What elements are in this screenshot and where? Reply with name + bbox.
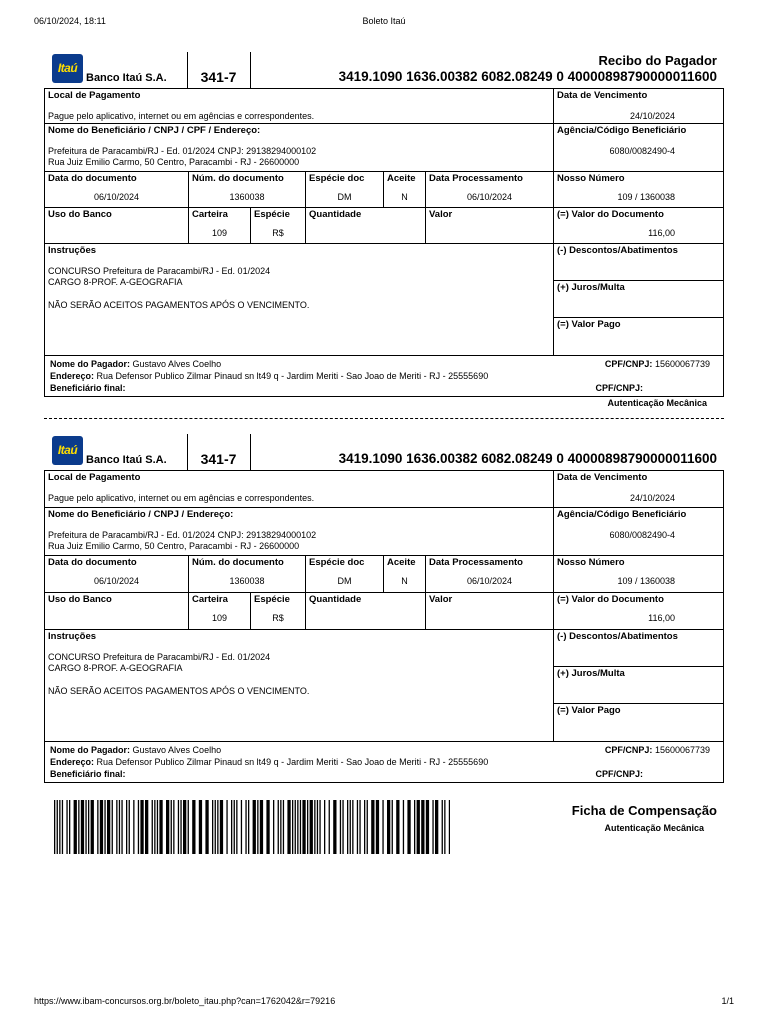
instrucoes-line2: CARGO 8-PROF. A-GEOGRAFIA <box>48 663 183 673</box>
header-divider <box>250 434 251 470</box>
agencia-label: Agência/Código Beneficiário <box>557 509 687 520</box>
valor-documento: 116,00 <box>648 613 675 623</box>
barcode-bar <box>300 800 301 854</box>
digitable-line: 3419.1090 1636.00382 6082.08249 0 40000898790000011600 <box>338 451 717 466</box>
especie-doc-label: Espécie doc <box>309 173 365 184</box>
nosso-numero: 109 / 1360038 <box>617 192 675 202</box>
barcode-bar <box>217 800 218 854</box>
barcode-bar <box>215 800 216 854</box>
beneficiario-final-label: Beneficiário final: <box>50 769 126 779</box>
barcode-bar <box>421 800 424 854</box>
pagador-name: Gustavo Alves Coelho <box>132 745 222 755</box>
barcode-bar <box>292 800 293 854</box>
beneficiario-line2: Rua Juiz Emilio Carmo, 50 Centro, Paracambi - RJ - 26600000 <box>48 157 300 167</box>
barcode-bar <box>403 800 404 854</box>
data-processamento: 06/10/2024 <box>466 576 513 586</box>
quantidade-label: Quantidade <box>309 594 362 605</box>
carteira-label: Carteira <box>192 209 228 220</box>
num-documento: 1360038 <box>229 576 265 586</box>
slip-header <box>44 434 724 470</box>
vencimento-label: Data de Vencimento <box>557 472 648 483</box>
barcode-bar <box>283 800 284 854</box>
itau-logo: Itaú <box>52 54 83 83</box>
barcode-bar <box>69 800 70 854</box>
instrucoes-line3: NÃO SERÃO ACEITOS PAGAMENTOS APÓS O VENCIMENTO. <box>48 686 310 696</box>
barcode-bar <box>119 800 120 854</box>
barcode-bar <box>234 800 235 854</box>
bank-name: Banco Itaú S.A. <box>86 72 167 84</box>
pagador-name: Gustavo Alves Coelho <box>132 359 222 369</box>
barcode-bar <box>133 800 134 854</box>
barcode-bar <box>435 800 438 854</box>
cpf2-label: CPF/CNPJ: <box>595 383 643 393</box>
barcode-bar <box>432 800 433 854</box>
barcode-bar <box>138 800 139 854</box>
uso-banco-label: Uso do Banco <box>48 594 112 605</box>
barcode-bar <box>241 800 242 854</box>
barcode-bar <box>112 800 113 854</box>
barcode-bar <box>145 800 148 854</box>
barcode-bar <box>126 800 127 854</box>
row-carteira <box>45 208 723 244</box>
barcode-bar <box>319 800 320 854</box>
barcode-bar <box>364 800 365 854</box>
endereco-value: Rua Defensor Publico Zilmar Pinaud sn lt49 q - Jardim Meriti - Sao Joao de Meriti - RJ - 25555690 <box>96 371 489 381</box>
barcode-bar <box>382 800 383 854</box>
barcode-bar <box>220 800 223 854</box>
instrucoes-line2: CARGO 8-PROF. A-GEOGRAFIA <box>48 277 183 287</box>
carteira-label: Carteira <box>192 594 228 605</box>
itau-logo: Itaú <box>52 436 83 465</box>
barcode-bar <box>74 800 77 854</box>
vencimento: 24/10/2024 <box>629 111 675 121</box>
print-header <box>34 16 734 30</box>
num-documento-label: Núm. do documento <box>192 173 284 184</box>
barcode-bar <box>257 800 258 854</box>
aceite: N <box>401 192 408 202</box>
bank-code: 341-7 <box>200 69 237 85</box>
instrucoes-line3: NÃO SERÃO ACEITOS PAGAMENTOS APÓS O VENCIMENTO. <box>48 300 310 310</box>
barcode-bar <box>91 800 94 854</box>
local-pagamento: Pague pelo aplicativo, internet ou em agências e correspondentes. <box>48 111 315 121</box>
valor-pago-label: (=) Valor Pago <box>557 319 621 330</box>
uso-banco-label: Uso do Banco <box>48 209 112 220</box>
barcode-bar <box>266 800 269 854</box>
agencia-codigo: 6080/0082490-4 <box>609 146 675 156</box>
print-footer <box>34 996 734 1010</box>
row-local-pagamento <box>45 89 723 124</box>
barcode-bar <box>310 800 313 854</box>
data-processamento-label: Data Processamento <box>429 557 523 568</box>
endereco-label: Endereço: <box>50 757 95 767</box>
data-documento: 06/10/2024 <box>93 192 140 202</box>
barcode-bar <box>333 800 336 854</box>
cpf-label: CPF/CNPJ: <box>604 745 653 755</box>
boleto-grid <box>44 470 724 742</box>
barcode-bar <box>417 800 420 854</box>
digitable-line: 3419.1090 1636.00382 6082.08249 0 40000898790000011600 <box>338 69 717 84</box>
barcode-bar <box>297 800 298 854</box>
aceite-label: Aceite <box>387 557 416 568</box>
nosso-numero-label: Nosso Número <box>557 557 625 568</box>
quantidade-label: Quantidade <box>309 209 362 220</box>
barcode-bar <box>307 800 308 854</box>
nosso-numero: 109 / 1360038 <box>617 576 675 586</box>
barcode-bar <box>212 800 213 854</box>
barcode-bar <box>260 800 263 854</box>
vencimento: 24/10/2024 <box>629 493 675 503</box>
valor-label: Valor <box>429 594 453 605</box>
barcode-bar <box>107 800 110 854</box>
barcode-bar <box>396 800 399 854</box>
row-documento <box>45 556 723 593</box>
barcode-bar <box>57 800 58 854</box>
barcode-bar <box>152 800 153 854</box>
barcode-bar <box>287 800 290 854</box>
cpf-value: 15600067739 <box>654 359 710 369</box>
barcode-bar <box>278 800 279 854</box>
valor-pago-label: (=) Valor Pago <box>557 705 621 716</box>
row-carteira <box>45 593 723 630</box>
especie-label: Espécie <box>254 209 290 220</box>
barcode-bar <box>352 800 353 854</box>
especie-doc: DM <box>337 192 352 202</box>
bank-code: 341-7 <box>200 451 237 467</box>
barcode <box>54 800 450 854</box>
beneficiario-line1: Prefeitura de Paracambi/RJ - Ed. 01/2024 CNPJ: 29138294000102 <box>48 530 317 540</box>
autenticacao-mecanica: Autenticação Mecânica <box>604 823 704 833</box>
num-documento-label: Núm. do documento <box>192 557 284 568</box>
especie-doc-label: Espécie doc <box>309 557 365 568</box>
barcode-bar <box>231 800 232 854</box>
carteira: 109 <box>211 613 228 623</box>
barcode-bar <box>116 800 117 854</box>
barcode-bar <box>54 800 55 854</box>
data-documento-label: Data do documento <box>48 557 137 568</box>
especie-doc: DM <box>337 576 352 586</box>
local-pagamento: Pague pelo aplicativo, internet ou em agências e correspondentes. <box>48 493 315 503</box>
barcode-bar <box>367 800 368 854</box>
especie: R$ <box>272 228 284 238</box>
aceite: N <box>401 576 408 586</box>
barcode-bar <box>226 800 227 854</box>
row-documento <box>45 172 723 208</box>
row-instrucoes <box>45 630 723 741</box>
receipt-slip <box>44 52 724 408</box>
barcode-bar <box>88 800 89 854</box>
valor-label: Valor <box>429 209 453 220</box>
barcode-bar <box>140 800 143 854</box>
barcode-bar <box>414 800 415 854</box>
barcode-bar <box>192 800 195 854</box>
barcode-bar <box>178 800 179 854</box>
barcode-bar <box>273 800 274 854</box>
barcode-bar <box>154 800 155 854</box>
local-pagamento-label: Local de Pagamento <box>48 472 141 483</box>
endereco-value: Rua Defensor Publico Zilmar Pinaud sn lt49 q - Jardim Meriti - Sao Joao de Meriti - RJ - 25555690 <box>96 757 489 767</box>
cpf2-label: CPF/CNPJ: <box>595 769 643 779</box>
header-divider <box>250 52 251 88</box>
barcode-bar <box>371 800 374 854</box>
barcode-bar <box>302 800 305 854</box>
descontos-label: (-) Descontos/Abatimentos <box>557 631 678 642</box>
beneficiario-label: Nome do Beneficiário / CNPJ / CPF / Endereço: <box>48 125 261 136</box>
juros-label: (+) Juros/Multa <box>557 668 625 679</box>
boleto-grid <box>44 88 724 356</box>
barcode-bar <box>166 800 169 854</box>
barcode-bar <box>426 800 429 854</box>
endereco-label: Endereço: <box>50 371 95 381</box>
barcode-bar <box>81 800 84 854</box>
valor-documento: 116,00 <box>648 228 675 238</box>
instrucoes-label: Instruções <box>48 245 97 256</box>
barcode-bar <box>387 800 390 854</box>
pagador-label: Nome do Pagador: <box>50 359 131 369</box>
barcode-bar <box>392 800 393 854</box>
local-pagamento-label: Local de Pagamento <box>48 90 141 101</box>
pagador-label: Nome do Pagador: <box>50 745 131 755</box>
carteira: 109 <box>211 228 228 238</box>
barcode-bar <box>280 800 281 854</box>
barcode-bar <box>129 800 130 854</box>
vencimento-label: Data de Vencimento <box>557 90 648 101</box>
barcode-bar <box>159 800 162 854</box>
barcode-bar <box>66 800 67 854</box>
barcode-bar <box>248 800 249 854</box>
barcode-bar <box>157 800 158 854</box>
nosso-numero-label: Nosso Número <box>557 173 625 184</box>
data-processamento-label: Data Processamento <box>429 173 523 184</box>
num-documento: 1360038 <box>229 192 265 202</box>
barcode-bar <box>173 800 174 854</box>
valor-documento-label: (=) Valor do Documento <box>557 594 664 605</box>
barcode-bar <box>59 800 60 854</box>
payer-block <box>44 356 724 397</box>
barcode-bar <box>444 800 445 854</box>
barcode-bar <box>188 800 189 854</box>
compensation-slip <box>44 434 724 783</box>
row-beneficiario <box>45 508 723 556</box>
barcode-bar <box>104 800 105 854</box>
barcode-bar <box>317 800 318 854</box>
barcode-bar <box>376 800 379 854</box>
barcode-bar <box>171 800 172 854</box>
agencia-codigo: 6080/0082490-4 <box>609 530 675 540</box>
row-instrucoes <box>45 244 723 355</box>
instrucoes-label: Instruções <box>48 631 97 642</box>
data-processamento: 06/10/2024 <box>466 192 513 202</box>
cpf-value: 15600067739 <box>654 745 710 755</box>
barcode-bar <box>314 800 315 854</box>
slip-tag: Recibo do Pagador <box>598 53 717 68</box>
barcode-bar <box>295 800 296 854</box>
ficha-compensacao-label: Ficha de Compensação <box>571 803 717 818</box>
row-beneficiario <box>45 124 723 172</box>
especie-label: Espécie <box>254 594 290 605</box>
barcode-bar <box>62 800 63 854</box>
beneficiario-final-label: Beneficiário final: <box>50 383 126 393</box>
print-title: Boleto Itaú <box>362 16 406 26</box>
print-datetime: 06/10/2024, 18:11 <box>34 16 106 26</box>
barcode-bar <box>183 800 186 854</box>
data-documento: 06/10/2024 <box>93 576 140 586</box>
print-url: https://www.ibam-concursos.org.br/boleto_itau.php?can=1762042&r=79216 <box>34 996 336 1006</box>
beneficiario-line1: Prefeitura de Paracambi/RJ - Ed. 01/2024 CNPJ: 29138294000102 <box>48 146 317 156</box>
valor-documento-label: (=) Valor do Documento <box>557 209 664 220</box>
barcode-bar <box>85 800 86 854</box>
barcode-bar <box>245 800 246 854</box>
barcode-bar <box>180 800 181 854</box>
data-documento-label: Data do documento <box>48 173 137 184</box>
barcode-bar <box>199 800 202 854</box>
barcode-bar <box>324 800 325 854</box>
descontos-label: (-) Descontos/Abatimentos <box>557 245 678 256</box>
cpf-label: CPF/CNPJ: <box>604 359 653 369</box>
barcode-bar <box>100 800 103 854</box>
agencia-label: Agência/Código Beneficiário <box>557 125 687 136</box>
barcode-bar <box>357 800 358 854</box>
beneficiario-label: Nome do Beneficiário / CNPJ / Endereço: <box>48 509 234 520</box>
barcode-bar <box>347 800 348 854</box>
instrucoes-line1: CONCURSO Prefeitura de Paracambi/RJ - Ed. 01/2024 <box>48 652 271 662</box>
barcode-bar <box>342 800 343 854</box>
especie: R$ <box>272 613 284 623</box>
autenticacao-mecanica: Autenticação Mecânica <box>607 398 707 408</box>
barcode-bar <box>359 800 360 854</box>
barcode-bar <box>442 800 443 854</box>
aceite-label: Aceite <box>387 173 416 184</box>
slip-header <box>44 52 724 88</box>
barcode-bar <box>253 800 256 854</box>
bank-name: Banco Itaú S.A. <box>86 454 167 466</box>
barcode-bar <box>340 800 341 854</box>
barcode-bar <box>121 800 122 854</box>
instrucoes-line1: CONCURSO Prefeitura de Paracambi/RJ - Ed. 01/2024 <box>48 266 271 276</box>
barcode-bar <box>97 800 98 854</box>
barcode-bar <box>449 800 450 854</box>
payer-block <box>44 742 724 783</box>
print-page-number: 1/1 <box>721 996 734 1006</box>
barcode-bar <box>407 800 410 854</box>
barcode-bar <box>350 800 351 854</box>
barcode-bar <box>236 800 237 854</box>
barcode-bar <box>205 800 208 854</box>
juros-label: (+) Juros/Multa <box>557 282 625 293</box>
beneficiario-line2: Rua Juiz Emilio Carmo, 50 Centro, Paracambi - RJ - 26600000 <box>48 541 300 551</box>
row-local-pagamento <box>45 471 723 508</box>
cut-line <box>44 418 724 419</box>
barcode-bar <box>78 800 79 854</box>
barcode-bar <box>329 800 330 854</box>
